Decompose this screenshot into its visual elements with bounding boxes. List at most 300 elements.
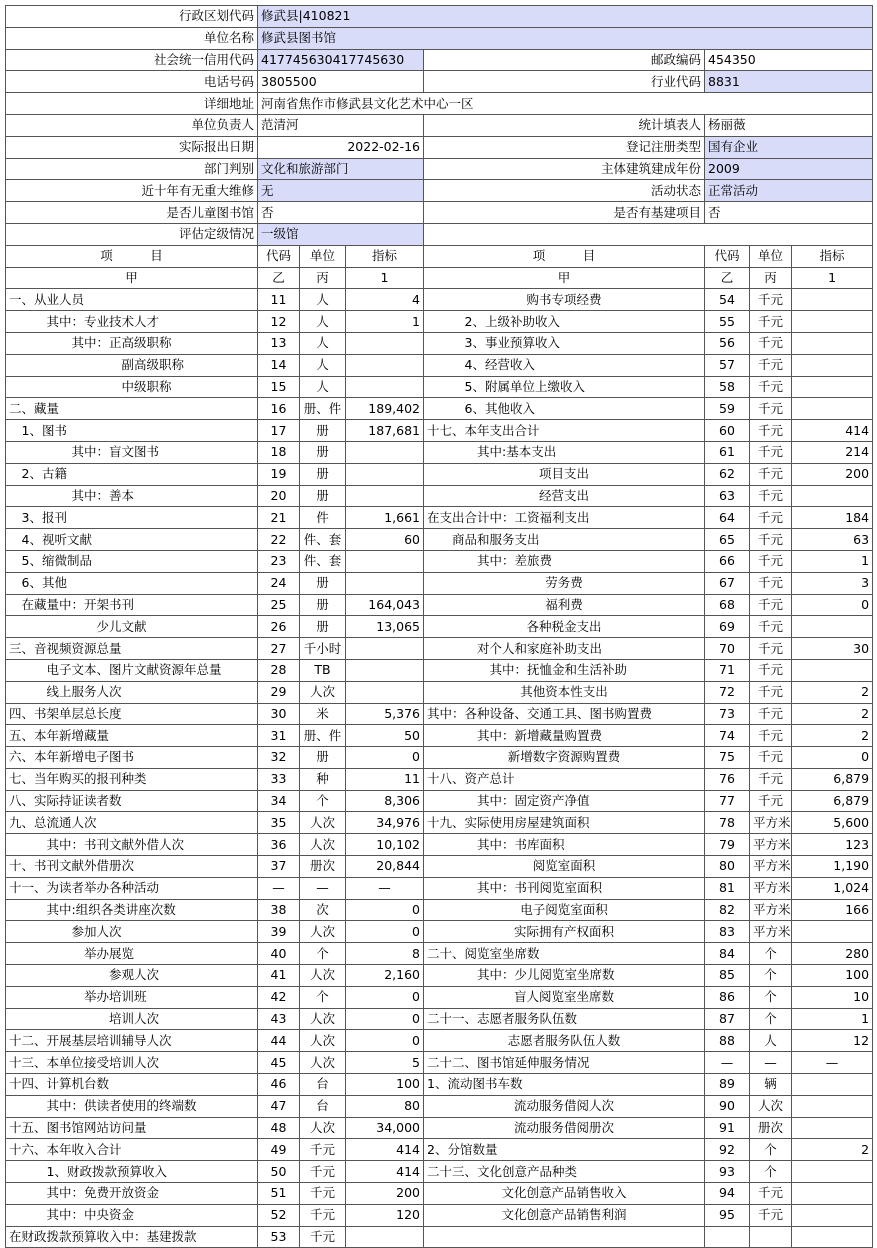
row-code-right: 88 bbox=[705, 1030, 750, 1052]
row-code-right: 67 bbox=[705, 572, 750, 594]
row-value-left[interactable]: 60 bbox=[346, 529, 424, 551]
row-code-left: 41 bbox=[258, 965, 300, 987]
row-item-left: 培训人次 bbox=[6, 1008, 258, 1030]
row-code-right: 60 bbox=[705, 420, 750, 442]
row-unit-right bbox=[750, 1226, 792, 1248]
row-value-right[interactable] bbox=[792, 1226, 873, 1248]
build-year-label: 主体建筑建成年份 bbox=[424, 158, 705, 180]
row-value-right[interactable] bbox=[792, 332, 873, 354]
row-value-left[interactable]: 0 bbox=[346, 899, 424, 921]
row-value-left[interactable]: 200 bbox=[346, 1183, 424, 1205]
row-code-left: 22 bbox=[258, 529, 300, 551]
row-code-left: 21 bbox=[258, 507, 300, 529]
row-unit-left: 册 bbox=[300, 747, 346, 769]
row-value-left[interactable] bbox=[346, 638, 424, 660]
row-code-right: 82 bbox=[705, 899, 750, 921]
report-date-value[interactable]: 2022-02-16 bbox=[258, 136, 424, 158]
row-unit-left: 台 bbox=[300, 1095, 346, 1117]
row-unit-left: 人次 bbox=[300, 1052, 346, 1074]
row-unit-left: 册、件 bbox=[300, 398, 346, 420]
row-code-left: 45 bbox=[258, 1052, 300, 1074]
filler-value[interactable]: 杨丽薇 bbox=[705, 114, 873, 136]
leader-value[interactable]: 范清河 bbox=[258, 114, 424, 136]
row-code-right: 63 bbox=[705, 485, 750, 507]
row-code-right: 69 bbox=[705, 616, 750, 638]
col-a-label-right: 甲 bbox=[424, 267, 705, 289]
address-value[interactable]: 河南省焦作市修武县文化艺术中心一区 bbox=[258, 93, 873, 115]
row-value-right[interactable] bbox=[792, 311, 873, 333]
row-item-left: 其中：供读者使用的终端数 bbox=[6, 1095, 258, 1117]
row-value-left[interactable]: 189,402 bbox=[346, 398, 424, 420]
unit-name-label: 单位名称 bbox=[6, 27, 258, 49]
row-value-right[interactable]: 63 bbox=[792, 529, 873, 551]
row-code-right: 92 bbox=[705, 1139, 750, 1161]
row-value-left[interactable]: 2,160 bbox=[346, 965, 424, 987]
row-unit-right: 千元 bbox=[750, 725, 792, 747]
row-unit-left: 册 bbox=[300, 616, 346, 638]
row-value-right[interactable] bbox=[792, 1204, 873, 1226]
row-unit-left: 人 bbox=[300, 376, 346, 398]
table-row bbox=[6, 943, 873, 965]
row-unit-left: 千元 bbox=[300, 1204, 346, 1226]
row-value-right[interactable] bbox=[792, 921, 873, 943]
row-value-left[interactable]: 10,102 bbox=[346, 834, 424, 856]
row-item-right: 十九、实际使用房屋建筑面积 bbox=[424, 812, 705, 834]
row-unit-left: 册 bbox=[300, 463, 346, 485]
row-unit-left: 册 bbox=[300, 485, 346, 507]
row-item-left: 4、视听文献 bbox=[6, 529, 258, 551]
row-value-left[interactable] bbox=[346, 659, 424, 681]
row-code-left: 18 bbox=[258, 441, 300, 463]
row-item-left: 举办展览 bbox=[6, 943, 258, 965]
row-value-right[interactable] bbox=[792, 1095, 873, 1117]
row-unit-left: 个 bbox=[300, 790, 346, 812]
row-item-right: 经营支出 bbox=[424, 485, 705, 507]
row-unit-left: 人次 bbox=[300, 921, 346, 943]
row-unit-right: 千元 bbox=[750, 463, 792, 485]
row-value-right[interactable]: — bbox=[792, 1052, 873, 1074]
row-unit-right: 辆 bbox=[750, 1074, 792, 1096]
row-item-left: 电子文本、图片文献资源年总量 bbox=[6, 659, 258, 681]
row-item-right: 6、其他收入 bbox=[424, 398, 705, 420]
row-unit-left: 人次 bbox=[300, 812, 346, 834]
row-item-right: 文化创意产品销售收入 bbox=[424, 1183, 705, 1205]
row-value-left[interactable]: 4 bbox=[346, 289, 424, 311]
row-value-left[interactable] bbox=[346, 332, 424, 354]
row-value-right[interactable]: 2 bbox=[792, 681, 873, 703]
row-unit-left: — bbox=[300, 877, 346, 899]
row-unit-left: 册 bbox=[300, 441, 346, 463]
table-row bbox=[6, 1074, 873, 1096]
row-item-left: 5、缩微制品 bbox=[6, 550, 258, 572]
row-item-right: 十七、本年支出合计 bbox=[424, 420, 705, 442]
row-item-right: 新增数字资源购置费 bbox=[424, 747, 705, 769]
row-value-left[interactable]: — bbox=[346, 877, 424, 899]
row-value-left[interactable]: 120 bbox=[346, 1204, 424, 1226]
report-date-label: 实际报出日期 bbox=[6, 136, 258, 158]
table-row bbox=[6, 420, 873, 442]
row-item-right: 购书专项经费 bbox=[424, 289, 705, 311]
industry-code-value[interactable]: 8831 bbox=[705, 71, 873, 93]
row-unit-left: 人 bbox=[300, 332, 346, 354]
row-value-left[interactable]: 0 bbox=[346, 1008, 424, 1030]
row-unit-right: 平方米 bbox=[750, 834, 792, 856]
row-item-right: 其中：书刊阅览室面积 bbox=[424, 877, 705, 899]
table-row bbox=[6, 638, 873, 660]
row-unit-left: TB bbox=[300, 659, 346, 681]
construction-value[interactable]: 否 bbox=[705, 202, 873, 224]
row-item-left: 其中：盲文图书 bbox=[6, 441, 258, 463]
row-value-left[interactable]: 11 bbox=[346, 768, 424, 790]
row-value-right[interactable] bbox=[792, 1074, 873, 1096]
col-b-label: 乙 bbox=[258, 267, 300, 289]
row-code-left: 38 bbox=[258, 899, 300, 921]
row-value-left[interactable] bbox=[346, 463, 424, 485]
row-unit-left: 册、件 bbox=[300, 725, 346, 747]
postal-code-value[interactable]: 454350 bbox=[705, 49, 873, 71]
row-unit-right: 千元 bbox=[750, 529, 792, 551]
row-item-right: 二十一、志愿者服务队伍数 bbox=[424, 1008, 705, 1030]
row-item-right: 盲人阅览室坐席数 bbox=[424, 986, 705, 1008]
row-item-right: 其中：书库面积 bbox=[424, 834, 705, 856]
row-value-right[interactable]: 2 bbox=[792, 725, 873, 747]
row-value-left[interactable] bbox=[346, 376, 424, 398]
row-code-left: 25 bbox=[258, 594, 300, 616]
table-row bbox=[6, 354, 873, 376]
row-item-left: 其中：正高级职称 bbox=[6, 332, 258, 354]
row-value-left[interactable]: 80 bbox=[346, 1095, 424, 1117]
row-code-left: 29 bbox=[258, 681, 300, 703]
row-value-right[interactable]: 123 bbox=[792, 834, 873, 856]
row-unit-left: 册 bbox=[300, 572, 346, 594]
row-value-left[interactable]: 164,043 bbox=[346, 594, 424, 616]
row-value-right[interactable]: 1,190 bbox=[792, 856, 873, 878]
row-value-right[interactable]: 1 bbox=[792, 1008, 873, 1030]
row-item-right: 志愿者服务队伍人数 bbox=[424, 1030, 705, 1052]
row-unit-right: 千元 bbox=[750, 311, 792, 333]
row-item-left: 五、本年新增藏量 bbox=[6, 725, 258, 747]
row-code-right: — bbox=[705, 1052, 750, 1074]
row-item-left: 在藏量中：开架书刊 bbox=[6, 594, 258, 616]
row-item-left: 十、书刊文献外借册次 bbox=[6, 856, 258, 878]
row-code-right: 62 bbox=[705, 463, 750, 485]
row-code-right: 74 bbox=[705, 725, 750, 747]
row-value-right[interactable] bbox=[792, 659, 873, 681]
row-unit-left: 册次 bbox=[300, 856, 346, 878]
row-value-left[interactable] bbox=[346, 441, 424, 463]
row-item-right: 其中:基本支出 bbox=[424, 441, 705, 463]
row-code-right: 61 bbox=[705, 441, 750, 463]
statistics-sheet bbox=[5, 5, 872, 1248]
children-library-label: 是否儿童图书馆 bbox=[6, 202, 258, 224]
row-value-right[interactable]: 0 bbox=[792, 594, 873, 616]
row-value-right[interactable]: 200 bbox=[792, 463, 873, 485]
row-unit-left: 千元 bbox=[300, 1161, 346, 1183]
row-item-right: 在支出合计中：工资福利支出 bbox=[424, 507, 705, 529]
col-d-label-right: 1 bbox=[792, 267, 873, 289]
row-value-right[interactable]: 100 bbox=[792, 965, 873, 987]
row-value-right[interactable]: 3 bbox=[792, 572, 873, 594]
col-code-header: 代码 bbox=[258, 245, 300, 267]
row-value-left[interactable] bbox=[346, 354, 424, 376]
row-item-right: 4、经营收入 bbox=[424, 354, 705, 376]
row-value-right[interactable]: 6,879 bbox=[792, 768, 873, 790]
row-value-right[interactable] bbox=[792, 376, 873, 398]
row-unit-right: 人 bbox=[750, 1030, 792, 1052]
row-value-left[interactable]: 34,976 bbox=[346, 812, 424, 834]
row-value-right[interactable]: 280 bbox=[792, 943, 873, 965]
row-value-right[interactable] bbox=[792, 485, 873, 507]
row-value-right[interactable] bbox=[792, 616, 873, 638]
row-item-right: 其中：各种设备、交通工具、图书购置费 bbox=[424, 703, 705, 725]
row-value-right[interactable]: 1,024 bbox=[792, 877, 873, 899]
row-value-left[interactable]: 8 bbox=[346, 943, 424, 965]
table-row bbox=[6, 790, 873, 812]
row-value-right[interactable]: 6,879 bbox=[792, 790, 873, 812]
row-code-left: 40 bbox=[258, 943, 300, 965]
row-value-left[interactable] bbox=[346, 550, 424, 572]
row-code-left: 51 bbox=[258, 1183, 300, 1205]
row-item-left: 十四、计算机台数 bbox=[6, 1074, 258, 1096]
row-code-right: 79 bbox=[705, 834, 750, 856]
row-value-left[interactable] bbox=[346, 681, 424, 703]
row-item-left: 十二、开展基层培训辅导人次 bbox=[6, 1030, 258, 1052]
row-value-left[interactable]: 414 bbox=[346, 1161, 424, 1183]
row-code-right: 73 bbox=[705, 703, 750, 725]
row-value-right[interactable]: 214 bbox=[792, 441, 873, 463]
table-row bbox=[6, 616, 873, 638]
status-value[interactable]: 正常活动 bbox=[705, 180, 873, 202]
row-item-left: 参加人次 bbox=[6, 921, 258, 943]
row-item-right bbox=[424, 1226, 705, 1248]
table-row bbox=[6, 1226, 873, 1248]
row-unit-left: 千元 bbox=[300, 1139, 346, 1161]
row-value-left[interactable]: 1 bbox=[346, 311, 424, 333]
credit-code-value[interactable]: 417745630417745630 bbox=[258, 49, 424, 71]
dept-value[interactable]: 文化和旅游部门 bbox=[258, 158, 424, 180]
build-year-value[interactable]: 2009 bbox=[705, 158, 873, 180]
row-value-left[interactable]: 8,306 bbox=[346, 790, 424, 812]
row-unit-right: 个 bbox=[750, 1139, 792, 1161]
row-code-right: 84 bbox=[705, 943, 750, 965]
row-value-right[interactable]: 2 bbox=[792, 1139, 873, 1161]
row-unit-left: 人 bbox=[300, 354, 346, 376]
row-item-left: 一、从业人员 bbox=[6, 289, 258, 311]
row-value-right[interactable]: 5,600 bbox=[792, 812, 873, 834]
table-row bbox=[6, 921, 873, 943]
row-item-right: 2、分馆数量 bbox=[424, 1139, 705, 1161]
table-row bbox=[6, 463, 873, 485]
row-value-left[interactable]: 0 bbox=[346, 747, 424, 769]
row-unit-right: 平方米 bbox=[750, 812, 792, 834]
row-unit-left: 台 bbox=[300, 1074, 346, 1096]
row-unit-left: 千小时 bbox=[300, 638, 346, 660]
row-value-left[interactable]: 100 bbox=[346, 1074, 424, 1096]
row-value-right[interactable]: 12 bbox=[792, 1030, 873, 1052]
row-value-left[interactable] bbox=[346, 1226, 424, 1248]
row-value-left[interactable]: 414 bbox=[346, 1139, 424, 1161]
col-unit-header-right: 单位 bbox=[750, 245, 792, 267]
row-item-left: 参观人次 bbox=[6, 965, 258, 987]
table-row bbox=[6, 1052, 873, 1074]
row-unit-left: 千元 bbox=[300, 1183, 346, 1205]
grade-value[interactable]: 一级馆 bbox=[258, 223, 424, 245]
row-code-right: 68 bbox=[705, 594, 750, 616]
row-item-left: 六、本年新增电子图书 bbox=[6, 747, 258, 769]
status-label: 活动状态 bbox=[424, 180, 705, 202]
row-value-right[interactable] bbox=[792, 398, 873, 420]
row-unit-right: — bbox=[750, 1052, 792, 1074]
row-item-left: 二、藏量 bbox=[6, 398, 258, 420]
row-value-right[interactable] bbox=[792, 354, 873, 376]
row-code-right: 75 bbox=[705, 747, 750, 769]
row-code-left: 23 bbox=[258, 550, 300, 572]
row-item-right: 其中：新增藏量购置费 bbox=[424, 725, 705, 747]
library-statistics-table bbox=[5, 5, 873, 1248]
row-value-left[interactable]: 20,844 bbox=[346, 856, 424, 878]
row-item-right: 阅览室面积 bbox=[424, 856, 705, 878]
row-value-left[interactable]: 34,000 bbox=[346, 1117, 424, 1139]
col-index-header-right: 指标 bbox=[792, 245, 873, 267]
col-d-label: 1 bbox=[346, 267, 424, 289]
row-item-left: 其中：免费开放资金 bbox=[6, 1183, 258, 1205]
table-row bbox=[6, 572, 873, 594]
construction-label: 是否有基建项目 bbox=[424, 202, 705, 224]
row-unit-right: 千元 bbox=[750, 420, 792, 442]
row-item-left: 九、总流通人次 bbox=[6, 812, 258, 834]
row-value-left[interactable]: 0 bbox=[346, 1030, 424, 1052]
row-item-right: 二十二、图书馆延伸服务情况 bbox=[424, 1052, 705, 1074]
phone-value[interactable]: 3805500 bbox=[258, 71, 424, 93]
row-value-right[interactable] bbox=[792, 289, 873, 311]
repair-value[interactable]: 无 bbox=[258, 180, 424, 202]
row-value-right[interactable]: 10 bbox=[792, 986, 873, 1008]
row-code-left: 20 bbox=[258, 485, 300, 507]
row-code-right: 87 bbox=[705, 1008, 750, 1030]
table-row bbox=[6, 856, 873, 878]
row-item-left: 十三、本单位接受培训人次 bbox=[6, 1052, 258, 1074]
row-unit-right: 人次 bbox=[750, 1095, 792, 1117]
row-value-right[interactable]: 184 bbox=[792, 507, 873, 529]
row-code-left: 36 bbox=[258, 834, 300, 856]
region-code-value[interactable]: 修武县|410821 bbox=[258, 6, 873, 28]
row-value-right[interactable] bbox=[792, 1161, 873, 1183]
row-item-left: 2、古籍 bbox=[6, 463, 258, 485]
row-item-right: 文化创意产品销售利润 bbox=[424, 1204, 705, 1226]
row-unit-left: 千元 bbox=[300, 1226, 346, 1248]
row-unit-right: 平方米 bbox=[750, 921, 792, 943]
table-row bbox=[6, 812, 873, 834]
row-unit-right: 千元 bbox=[750, 332, 792, 354]
table-row bbox=[6, 485, 873, 507]
row-item-right: 福利费 bbox=[424, 594, 705, 616]
region-code-label: 行政区划代码 bbox=[6, 6, 258, 28]
row-code-left: 16 bbox=[258, 398, 300, 420]
row-value-left[interactable]: 5,376 bbox=[346, 703, 424, 725]
row-item-right: 1、流动图书车数 bbox=[424, 1074, 705, 1096]
row-value-right[interactable]: 166 bbox=[792, 899, 873, 921]
row-item-right: 其中：抚恤金和生活补助 bbox=[424, 659, 705, 681]
dept-label: 部门判别 bbox=[6, 158, 258, 180]
row-value-right[interactable] bbox=[792, 1183, 873, 1205]
row-item-left: 3、报刊 bbox=[6, 507, 258, 529]
row-value-right[interactable]: 414 bbox=[792, 420, 873, 442]
row-unit-left: 人次 bbox=[300, 1030, 346, 1052]
row-code-left: 47 bbox=[258, 1095, 300, 1117]
row-value-left[interactable]: 187,681 bbox=[346, 420, 424, 442]
row-code-right: 55 bbox=[705, 311, 750, 333]
row-item-right: 其中：少儿阅览室坐席数 bbox=[424, 965, 705, 987]
row-code-left: 17 bbox=[258, 420, 300, 442]
row-code-left: 24 bbox=[258, 572, 300, 594]
row-item-right: 对个人和家庭补助支出 bbox=[424, 638, 705, 660]
col-a-label: 甲 bbox=[6, 267, 258, 289]
row-value-left[interactable]: 0 bbox=[346, 986, 424, 1008]
row-item-left: 其中：善本 bbox=[6, 485, 258, 507]
row-value-left[interactable] bbox=[346, 485, 424, 507]
children-library-value[interactable]: 否 bbox=[258, 202, 424, 224]
row-value-right[interactable]: 1 bbox=[792, 550, 873, 572]
unit-name-value[interactable]: 修武县图书馆 bbox=[258, 27, 873, 49]
row-unit-right: 千元 bbox=[750, 485, 792, 507]
row-item-left: 其中：专业技术人才 bbox=[6, 311, 258, 333]
row-value-left[interactable]: 50 bbox=[346, 725, 424, 747]
row-unit-right: 个 bbox=[750, 1161, 792, 1183]
row-value-left[interactable]: 13,065 bbox=[346, 616, 424, 638]
table-row bbox=[6, 376, 873, 398]
row-code-left: 30 bbox=[258, 703, 300, 725]
reg-type-value[interactable]: 国有企业 bbox=[705, 136, 873, 158]
row-item-left: 四、书架单层总长度 bbox=[6, 703, 258, 725]
col-c-label-right: 丙 bbox=[750, 267, 792, 289]
row-item-right: 流动服务借阅册次 bbox=[424, 1117, 705, 1139]
row-unit-right: 千元 bbox=[750, 616, 792, 638]
table-row bbox=[6, 747, 873, 769]
row-item-left: 其中：中央资金 bbox=[6, 1204, 258, 1226]
row-value-left[interactable]: 5 bbox=[346, 1052, 424, 1074]
col-code-header-right: 代码 bbox=[705, 245, 750, 267]
row-item-left: 七、当年购买的报刊种类 bbox=[6, 768, 258, 790]
row-code-left: 11 bbox=[258, 289, 300, 311]
table-row bbox=[6, 441, 873, 463]
unit-info-section bbox=[6, 6, 873, 246]
row-value-left[interactable]: 1,661 bbox=[346, 507, 424, 529]
row-value-right[interactable]: 30 bbox=[792, 638, 873, 660]
table-row bbox=[6, 877, 873, 899]
row-unit-right: 平方米 bbox=[750, 899, 792, 921]
row-value-right[interactable] bbox=[792, 1117, 873, 1139]
table-row bbox=[6, 1139, 873, 1161]
row-item-right: 二十三、文化创意产品种类 bbox=[424, 1161, 705, 1183]
table-row bbox=[6, 986, 873, 1008]
row-value-right[interactable]: 0 bbox=[792, 747, 873, 769]
row-value-left[interactable] bbox=[346, 572, 424, 594]
table-row bbox=[6, 1117, 873, 1139]
table-row bbox=[6, 899, 873, 921]
row-item-left: 6、其他 bbox=[6, 572, 258, 594]
row-item-right: 商品和服务支出 bbox=[424, 529, 705, 551]
row-unit-left: 册 bbox=[300, 420, 346, 442]
row-code-right: 86 bbox=[705, 986, 750, 1008]
row-unit-left: 个 bbox=[300, 943, 346, 965]
row-item-right: 电子阅览室面积 bbox=[424, 899, 705, 921]
row-code-left: 43 bbox=[258, 1008, 300, 1030]
row-value-left[interactable]: 0 bbox=[346, 921, 424, 943]
row-unit-right: 千元 bbox=[750, 398, 792, 420]
row-unit-right: 千元 bbox=[750, 441, 792, 463]
table-row bbox=[6, 332, 873, 354]
row-value-right[interactable]: 2 bbox=[792, 703, 873, 725]
